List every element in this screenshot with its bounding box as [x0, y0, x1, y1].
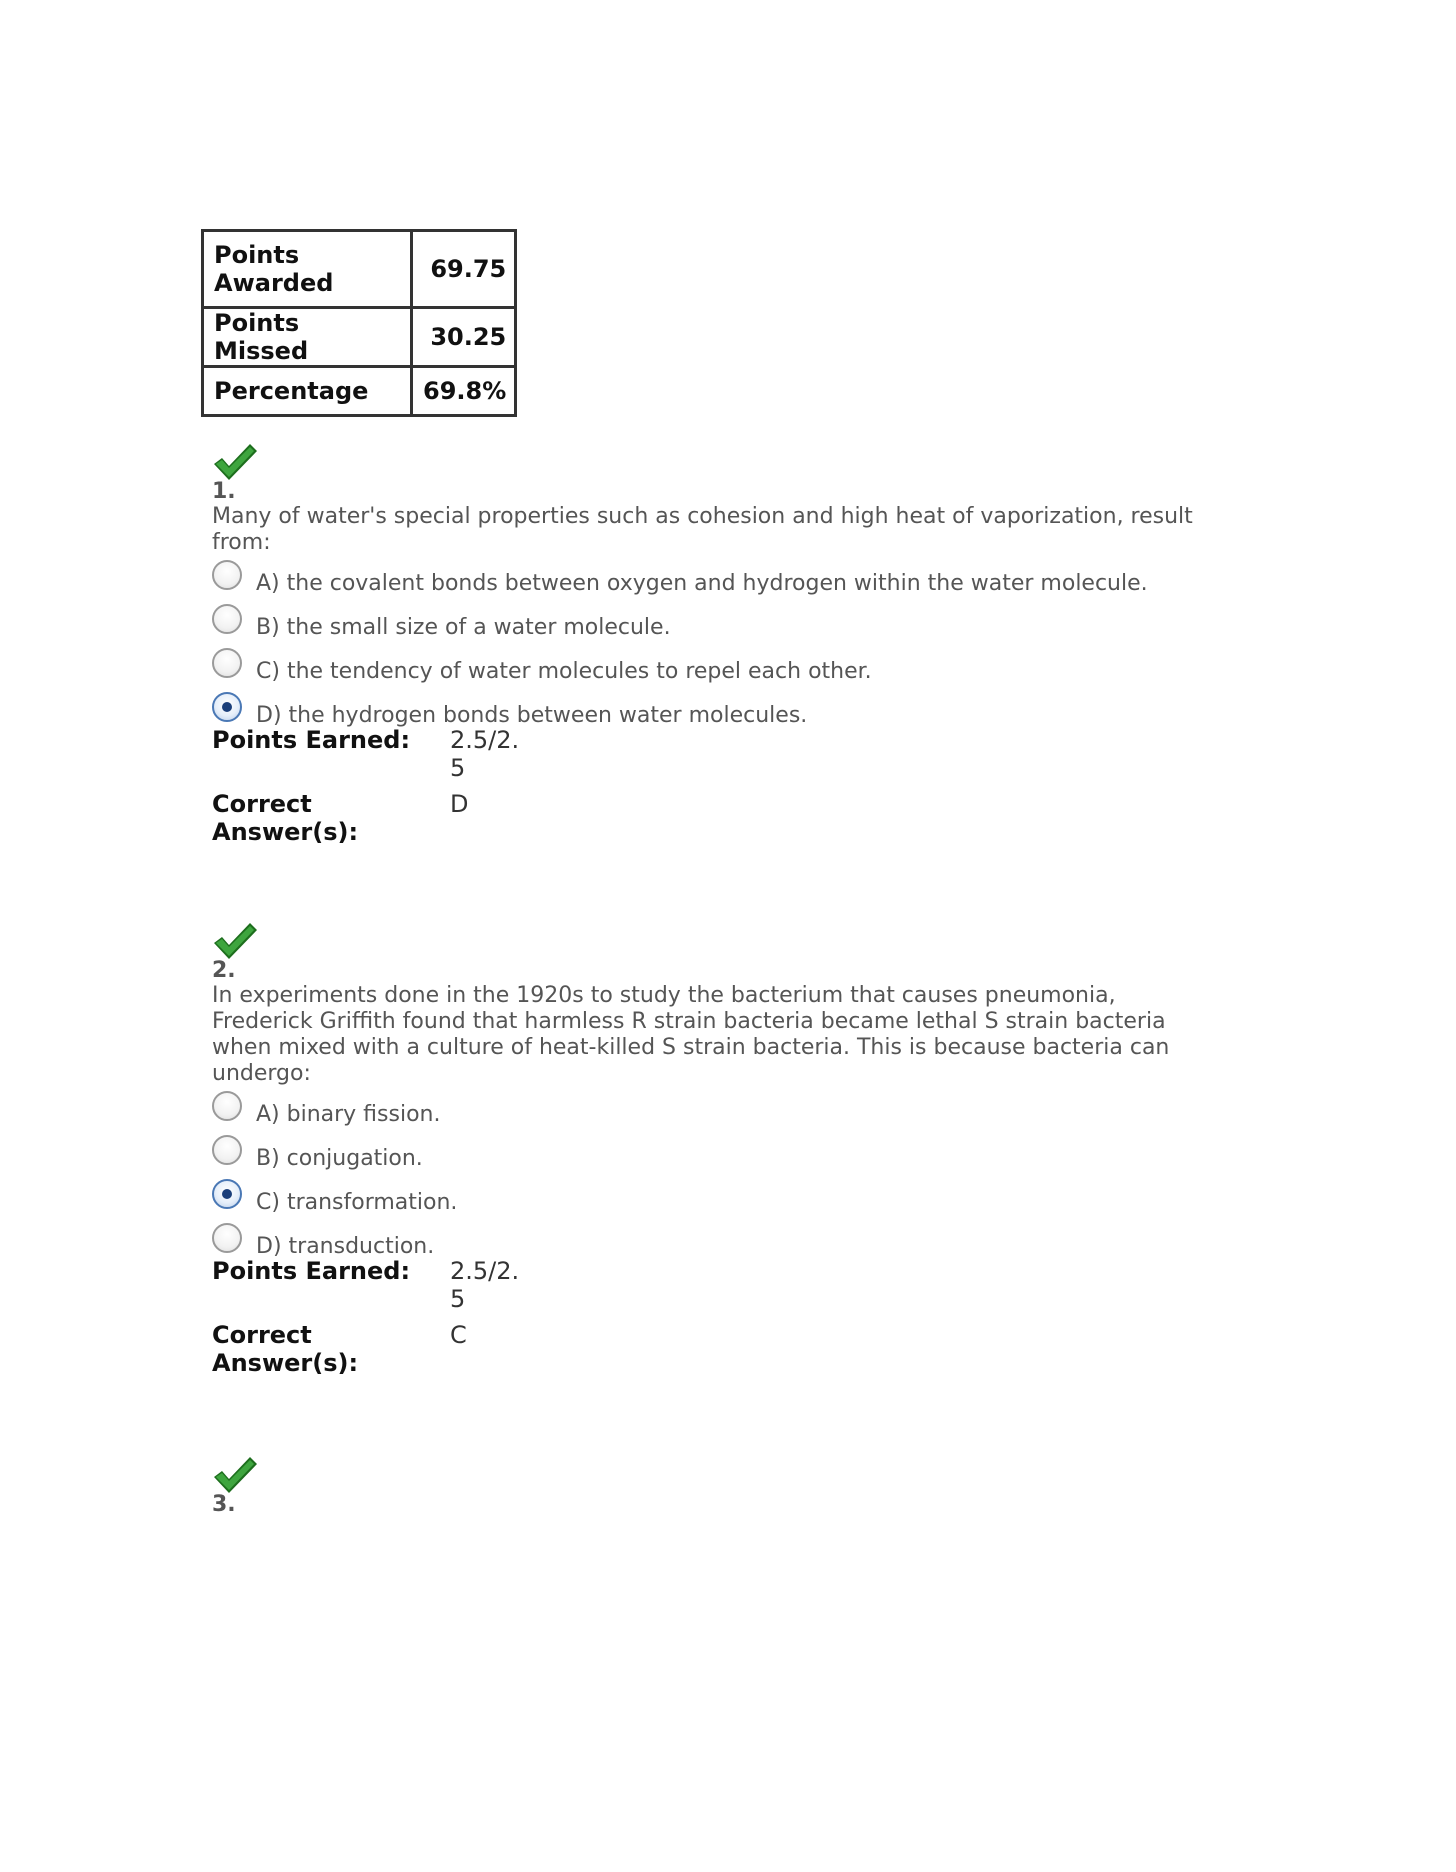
- summary-value: 69.8%: [412, 367, 516, 416]
- option-label: C) the tendency of water molecules to repel each other.: [256, 659, 872, 684]
- option-a[interactable]: [212, 564, 1232, 608]
- checkmark-icon: [212, 442, 258, 482]
- summary-row-percentage: [203, 367, 516, 416]
- option-b[interactable]: [212, 608, 1232, 652]
- question-number: 3.: [212, 1492, 236, 1517]
- summary-label: Points Awarded: [203, 231, 412, 308]
- correct-answer-value: C: [450, 1321, 467, 1349]
- option-a[interactable]: [212, 1095, 1232, 1139]
- option-label: B) the small size of a water molecule.: [256, 615, 671, 640]
- points-earned-label: Points Earned:: [212, 1257, 411, 1285]
- radio-dot: [222, 1189, 232, 1199]
- radio-dot: [222, 702, 232, 712]
- answer-options: [212, 564, 1232, 728]
- option-label: D) the hydrogen bonds between water molecules.: [256, 703, 808, 728]
- option-label: B) conjugation.: [256, 1146, 423, 1171]
- summary-label: Points Missed: [203, 308, 412, 367]
- summary-value: 30.25: [412, 308, 516, 367]
- option-c[interactable]: [212, 652, 1232, 696]
- radio-button[interactable]: [212, 1091, 242, 1121]
- option-label: A) the covalent bonds between oxygen and hydrogen within the water molecule.: [256, 571, 1148, 596]
- correct-answer-value: D: [450, 790, 469, 818]
- radio-button-selected[interactable]: [212, 1179, 242, 1209]
- option-label: D) transduction.: [256, 1234, 435, 1259]
- question-text: In experiments done in the 1920s to study the bacterium that causes pneumonia, Frederick Griffith found that harmless R strain bacteria became lethal S strain bacteria when mixed with a culture of heat-killed S strain bacteria. This is because bacteria can undergo:: [212, 983, 1170, 1086]
- question-text: Many of water's special properties such as cohesion and high heat of vaporization, result from:: [212, 504, 1193, 555]
- question-3: [212, 1455, 1232, 1517]
- radio-button[interactable]: [212, 1223, 242, 1253]
- question-result: [212, 726, 1232, 846]
- option-d[interactable]: [212, 1227, 1232, 1259]
- option-c[interactable]: [212, 1183, 1232, 1227]
- score-summary-table: [201, 229, 517, 417]
- checkmark-icon: [212, 921, 258, 961]
- radio-button[interactable]: [212, 648, 242, 678]
- radio-button[interactable]: [212, 560, 242, 590]
- correct-answer-label: Correct Answer(s):: [212, 1321, 359, 1377]
- summary-row-points-missed: [203, 308, 516, 367]
- radio-button[interactable]: [212, 604, 242, 634]
- radio-button-selected[interactable]: [212, 692, 242, 722]
- option-b[interactable]: [212, 1139, 1232, 1183]
- question-2: [212, 921, 1232, 1377]
- summary-label: Percentage: [203, 367, 412, 416]
- option-label: A) binary fission.: [256, 1102, 441, 1127]
- question-1: [212, 442, 1232, 846]
- option-label: C) transformation.: [256, 1190, 458, 1215]
- answer-options: [212, 1095, 1232, 1259]
- summary-row-points-awarded: [203, 231, 516, 308]
- points-earned-label: Points Earned:: [212, 726, 411, 754]
- points-earned-value: 2.5/2.5: [450, 1257, 520, 1313]
- points-earned-value: 2.5/2.5: [450, 726, 520, 782]
- question-result: [212, 1257, 1232, 1377]
- correct-answer-label: Correct Answer(s):: [212, 790, 359, 846]
- option-d[interactable]: [212, 696, 1232, 728]
- question-number: 2.: [212, 958, 236, 983]
- radio-button[interactable]: [212, 1135, 242, 1165]
- checkmark-icon: [212, 1455, 258, 1495]
- question-number: 1.: [212, 479, 236, 504]
- summary-value: 69.75: [412, 231, 516, 308]
